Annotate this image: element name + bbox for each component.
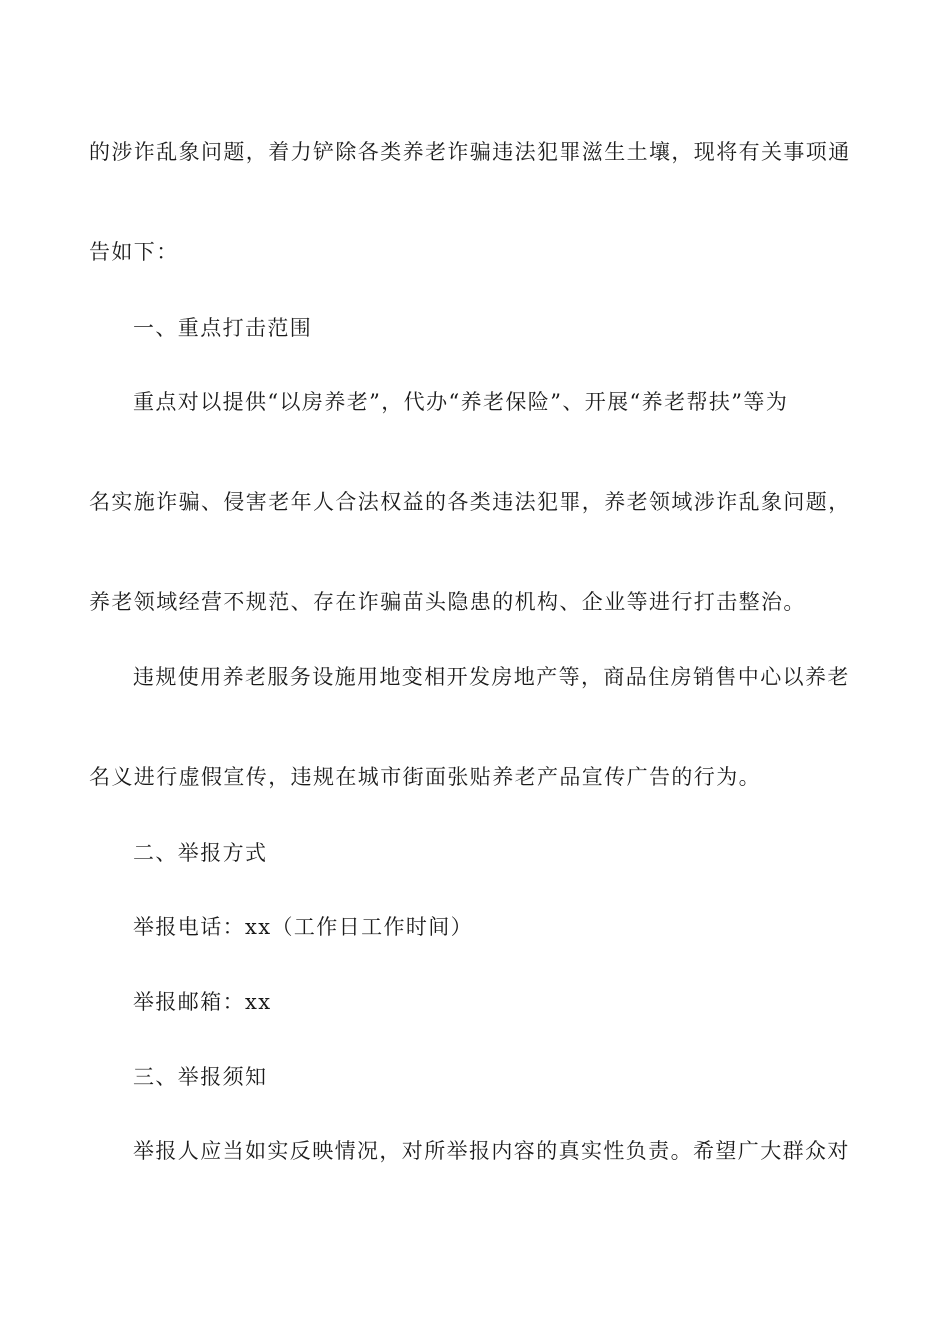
paragraph-line: 告如下： <box>89 240 179 264</box>
section-heading-3: 三、举报须知 <box>133 1065 268 1089</box>
paragraph-line: 名义进行虚假宣传，违规在城市街面张贴养老产品宣传广告的行为。 <box>89 765 761 789</box>
paragraph-line: 的涉诈乱象问题，着力铲除各类养老诈骗违法犯罪滋生土壤，现将有关事项通 <box>89 140 851 164</box>
section-heading-1: 一、重点打击范围 <box>133 316 313 340</box>
paragraph-line: 违规使用养老服务设施用地变相开发房地产等，商品住房销售中心以养老 <box>133 665 850 689</box>
section-heading-2: 二、举报方式 <box>133 841 268 865</box>
report-phone: 举报电话：xx（工作日工作时间） <box>133 915 474 939</box>
report-email: 举报邮箱：xx <box>133 990 272 1014</box>
paragraph-line: 重点对以提供“以房养老”，代办“养老保险”、开展“养老帮扶”等为 <box>133 390 789 414</box>
paragraph-line: 养老领域经营不规范、存在诈骗苗头隐患的机构、企业等进行打击整治。 <box>89 590 806 614</box>
paragraph-line: 举报人应当如实反映情况，对所举报内容的真实性负责。希望广大群众对 <box>133 1139 850 1163</box>
paragraph-line: 名实施诈骗、侵害老年人合法权益的各类违法犯罪，养老领域涉诈乱象问题， <box>89 490 851 514</box>
